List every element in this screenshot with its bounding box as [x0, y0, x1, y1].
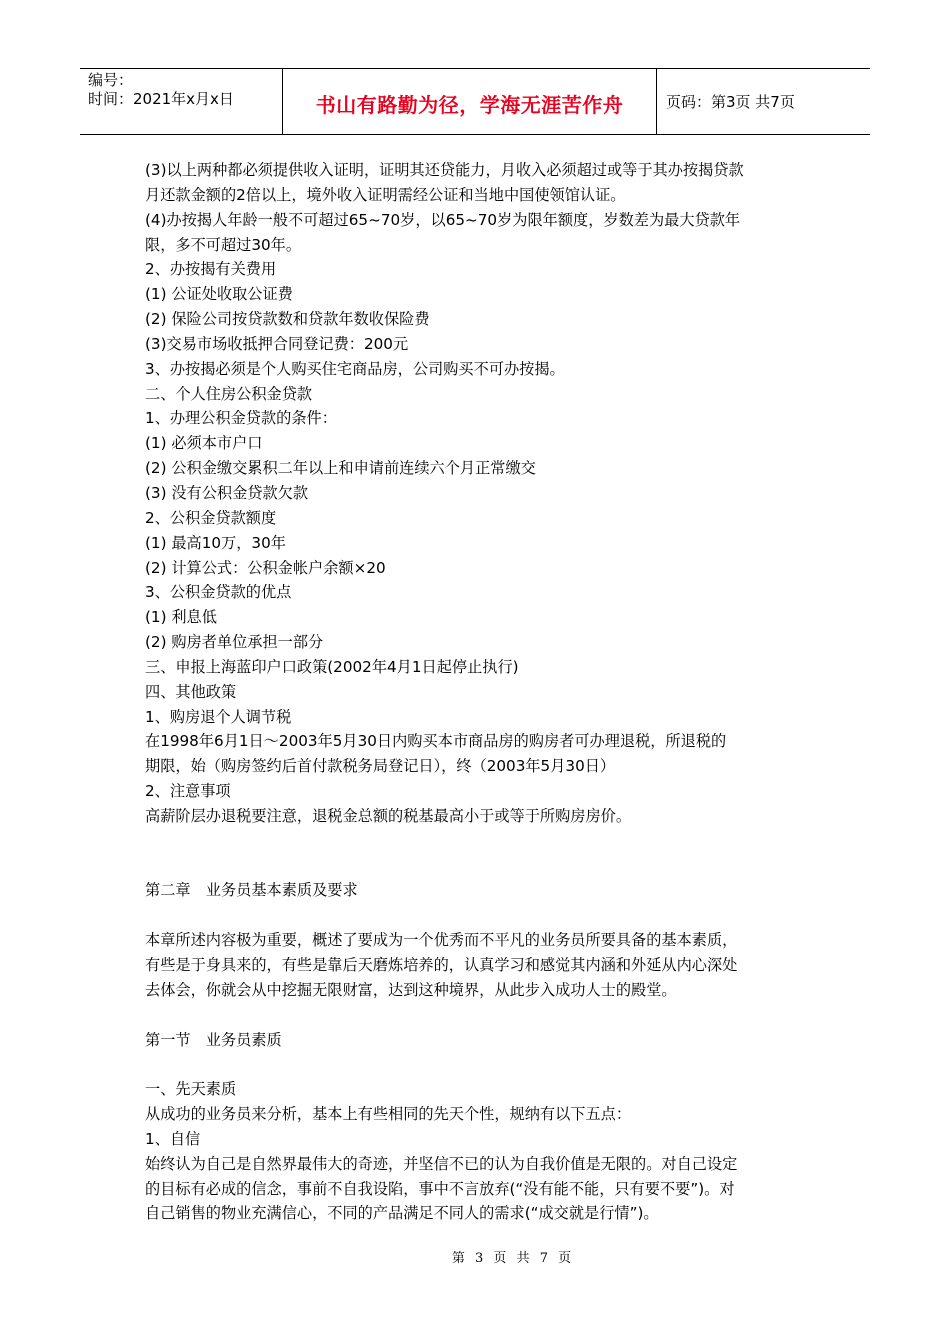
- text-line: (3)交易市场收抵押合同登记费：200元: [145, 334, 409, 353]
- text-line: 限，多不可超过30年。: [145, 235, 302, 254]
- text-line: 第一节 业务员素质: [145, 1030, 282, 1049]
- blank-line: [145, 854, 815, 879]
- text-line: (1) 利息低: [145, 608, 217, 627]
- document-number-label: 编号：: [88, 71, 134, 89]
- text-line: (1) 必须本市户口: [145, 434, 263, 453]
- text-line: 月还款金额的2倍以上，境外收入证明需经公证和当地中国使领馆认证。: [145, 185, 626, 204]
- header-motto-cell: [283, 69, 657, 134]
- text-line: 从成功的业务员来分析，基本上有些相同的先天个性，规纳有以下五点：: [145, 1105, 631, 1124]
- document-date-label: 时间：2021年x月x日: [88, 90, 234, 108]
- text-line: 在1998年6月1日～2003年5月30日内购买本市商品房的购房者可办理退税，所退税的: [145, 732, 727, 751]
- text-line: 期限，始（购房签约后首付款税务局登记日），终（2003年5月30日）: [145, 757, 616, 776]
- text-line: 三、申报上海蓝印户口政策(2002年4月1日起停止执行): [145, 657, 519, 676]
- text-line: 始终认为自己是自然界最伟大的奇迹，并坚信不已的认为自我价值是无限的。对自己设定: [145, 1154, 738, 1173]
- header-page-cell: [657, 69, 870, 134]
- text-line: (2) 购房者单位承担一部分: [145, 633, 324, 652]
- text-line: 有些是于身具来的，有些是靠后天磨炼培养的，认真学习和感觉其内涵和外延从内心深处: [145, 956, 738, 974]
- text-line: 高薪阶层办退税要注意，退税金总额的税基最高小于或等于所购房房价。: [145, 806, 631, 825]
- text-line: (3) 没有公积金贷款欠款: [145, 483, 309, 502]
- blank-line: [145, 903, 815, 928]
- document-header: [80, 68, 870, 135]
- text-line: 四、其他政策: [145, 682, 237, 701]
- blank-line: [145, 829, 815, 854]
- text-line: 去体会，你就会从中挖掘无限财富，达到这种境界，从此步入成功人士的殿堂。: [145, 980, 677, 999]
- text-line: (2) 计算公式：公积金帐户余额×20: [145, 558, 386, 577]
- text-line: (1) 最高10万，30年: [145, 533, 286, 552]
- text-line: 2、公积金贷款额度: [145, 508, 277, 527]
- page-footer: [0, 1247, 950, 1266]
- text-line: 1、购房退个人调节税: [145, 707, 292, 726]
- text-line: 本章所述内容极为重要，概述了要成为一个优秀而不平凡的业务员所要具备的基本素质，: [145, 931, 738, 950]
- text-line: (4)办按揭人年龄一般不可超过65~70岁，以65~70岁为限年额度，岁数差为最大贷款年: [145, 210, 741, 229]
- text-line: 自己销售的物业充满信心，不同的产品满足不同人的需求(“成交就是行情”)。: [145, 1204, 659, 1223]
- text-line: (3)以上两种都必须提供收入证明，证明其还贷能力，月收入必须超过或等于其办按揭贷款: [145, 161, 744, 179]
- text-line: (2) 保险公司按贷款数和贷款年数收保险费: [145, 310, 430, 329]
- blank-line: [145, 1003, 815, 1028]
- blank-line: [145, 1052, 815, 1077]
- document-body: [145, 158, 815, 1226]
- header-motto: 书山有路勤为径，学海无涯苦作舟: [315, 93, 624, 117]
- text-line: 2、办按揭有关费用: [145, 260, 277, 279]
- text-line: 一、先天素质: [145, 1080, 237, 1099]
- footer-page-number: 第 3 页 共 7 页: [451, 1251, 575, 1266]
- header-page-code: 页码：第3页 共7页: [666, 93, 795, 111]
- text-line: 1、自信: [145, 1129, 201, 1148]
- text-line: (1) 公证处收取公证费: [145, 285, 293, 304]
- text-line: 3、办按揭必须是个人购买住宅商品房，公司购买不可办按揭。: [145, 359, 565, 378]
- text-line: 2、注意事项: [145, 782, 231, 801]
- text-line: 的目标有必成的信念，事前不自我设陷，事中不言放弃(“没有能不能，只有要不要”)。对: [145, 1179, 735, 1198]
- text-line: 二、个人住房公积金贷款: [145, 384, 313, 403]
- text-line: 3、公积金贷款的优点: [145, 583, 292, 602]
- text-line: 第二章 业务员基本素质及要求: [145, 881, 358, 900]
- text-line: (2) 公积金缴交累积二年以上和申请前连续六个月正常缴交: [145, 459, 536, 478]
- text-line: 1、办理公积金贷款的条件：: [145, 409, 337, 428]
- header-meta-cell: [80, 69, 283, 134]
